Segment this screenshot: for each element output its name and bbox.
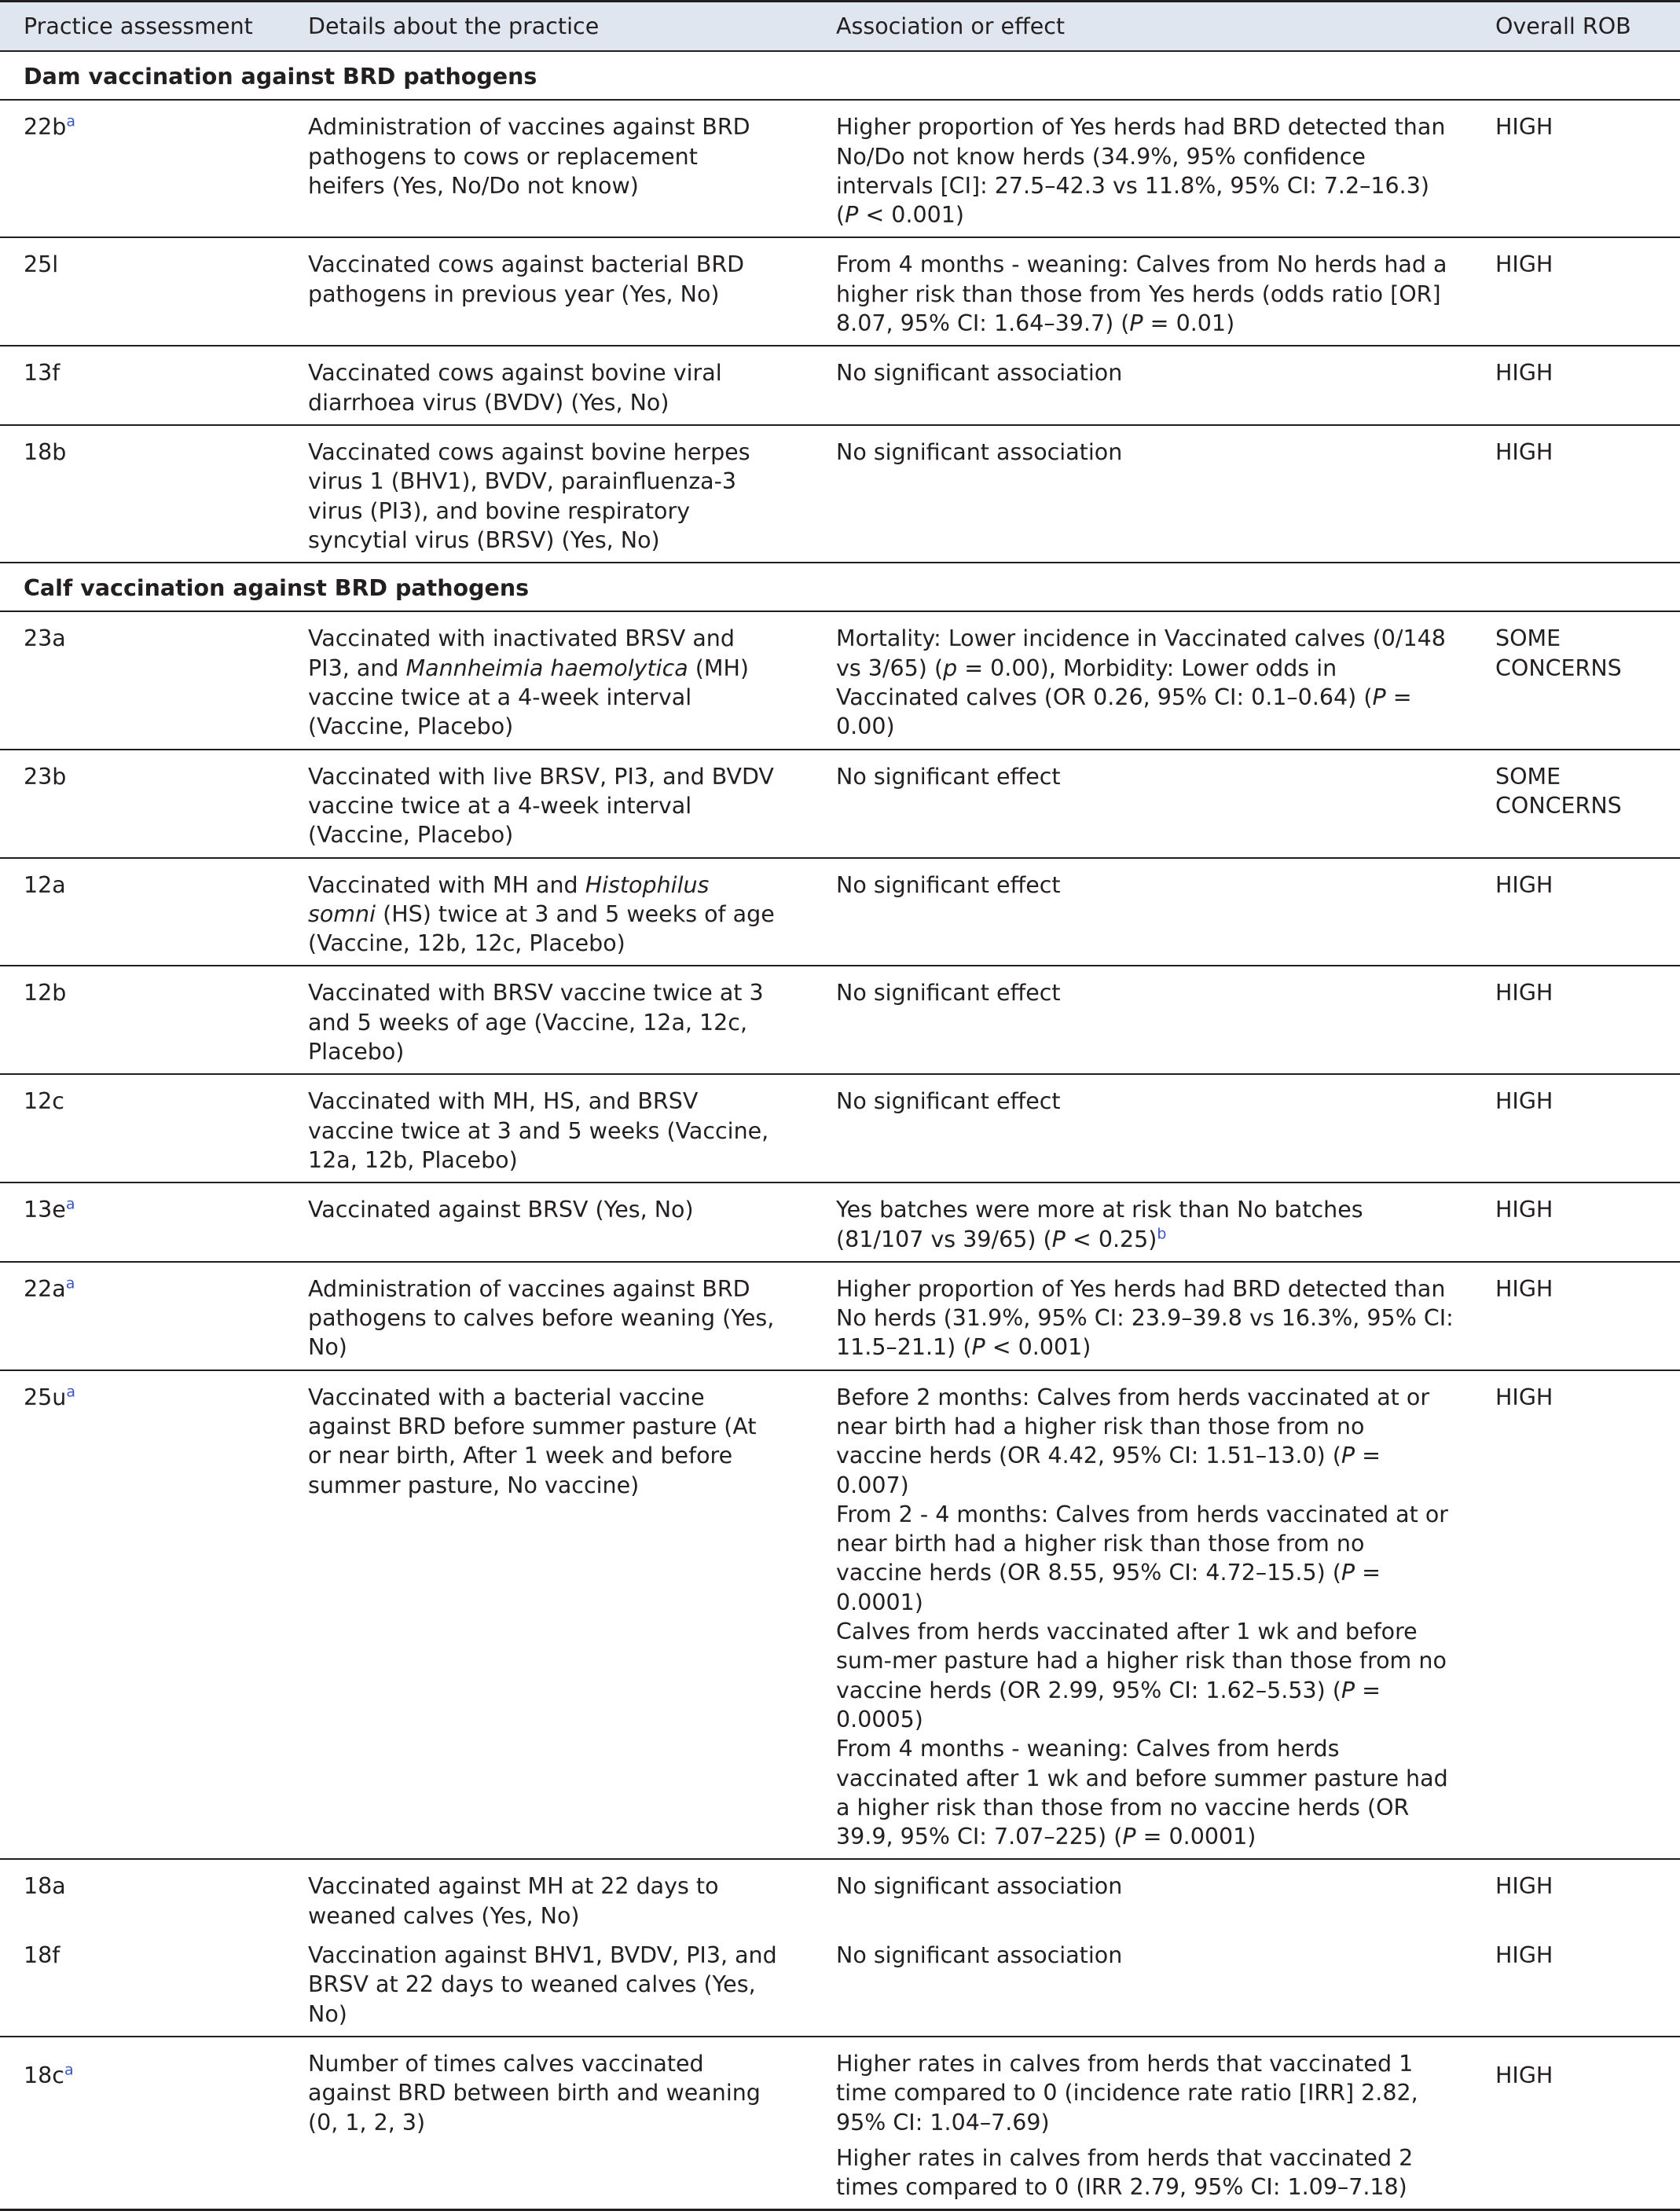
header-overall-rob: Overall ROB <box>1472 2 1680 52</box>
effect-text: From 4 months - weaning: Calves from No herds had a higher risk than those from Yes herds (odds ratio [OR] 8.07, 95% CI: 1.64–39.7) ( <box>836 251 1447 337</box>
practice-id-text: 18c <box>24 2062 64 2088</box>
association-effect: No significant effect <box>812 750 1472 858</box>
practice-id-text: 22a <box>24 1275 66 1302</box>
table-row <box>0 1370 1680 1860</box>
effect-text: Higher proportion of Yes herds had BRD detected than No/Do not know herds (34.9%, 95% confidence intervals [CI]: 27.5–42.3 vs 11.8%, 95% CI: 7.2–16.3) ( <box>836 114 1446 229</box>
table-row <box>0 1859 1680 1934</box>
footnote-a-marker: a <box>65 1195 75 1213</box>
effect-text: Calves from herds vaccinated after 1 wk and before sum-mer pasture had a higher risk than those from no vaccine herds (OR 2.99, 95% CI: 1.62–5.53) ( <box>836 1619 1447 1703</box>
effect-text: = 0.00), Morbidity: Lower odds in Vaccinated calves (OR 0.26, 95% CI: 0.1–0.64) ( <box>836 654 1373 711</box>
practice-id <box>0 1370 284 1860</box>
table-header-row <box>0 2 1680 52</box>
section-row-calf <box>0 563 1680 611</box>
association-effect <box>812 1370 1472 1860</box>
footnote-a-marker: a <box>64 2061 74 2079</box>
practice-id <box>0 2037 284 2210</box>
footnote-b-marker: b <box>1157 1225 1167 1242</box>
p-symbol: P <box>971 1334 985 1361</box>
p-symbol: P <box>1341 1443 1355 1469</box>
effect-text: = 0.01) <box>1143 310 1235 337</box>
association-effect <box>812 237 1472 346</box>
practice-id: 12c <box>0 1074 284 1182</box>
table-row <box>0 1262 1680 1370</box>
practice-details: Vaccination against BHV1, BVDV, PI3, and BRSV at 22 days to weaned calves (Yes, No) <box>284 1934 812 2037</box>
footnote-a-marker: a <box>66 1383 75 1401</box>
practice-id <box>0 1182 284 1262</box>
p-symbol: P <box>1122 1824 1136 1850</box>
association-effect: No significant association <box>812 346 1472 425</box>
practice-id: 25l <box>0 237 284 346</box>
practice-details: Vaccinated cows against bovine viral diarrhoea virus (BVDV) (Yes, No) <box>284 346 812 425</box>
p-symbol: P <box>1051 1226 1066 1252</box>
details-text: Vaccinated with MH and <box>308 871 585 898</box>
practice-details: Vaccinated with a bacterial vaccine against BRD before summer pasture (At or near birth, After 1 week and before summer pasture, No vaccine) <box>284 1370 812 1860</box>
effect-paragraph <box>836 1383 1456 1500</box>
overall-rob: SOME CONCERNS <box>1472 750 1680 858</box>
p-symbol: P <box>1129 310 1143 337</box>
effect-text: = 0.0001) <box>1135 1824 1256 1850</box>
practice-details: Number of times calves vaccinated against BRD between birth and weaning (0, 1, 2, 3) <box>284 2037 812 2210</box>
association-effect: No significant effect <box>812 1074 1472 1182</box>
practice-id: 18b <box>0 425 284 563</box>
practice-id-text: 13e <box>24 1197 66 1223</box>
species-name: Mannheimia haemolytica <box>405 654 688 681</box>
details-text: (MH) vaccine twice at a 4-week interval (Vaccine, Placebo) <box>308 654 750 740</box>
association-effect <box>812 1182 1472 1262</box>
header-association-effect: Association or effect <box>812 2 1472 52</box>
effect-paragraph <box>836 1500 1456 1617</box>
overall-rob: HIGH <box>1495 1873 1553 1900</box>
practice-id: 13f <box>0 346 284 425</box>
practice-id: 23b <box>0 750 284 858</box>
practice-details: Vaccinated with live BRSV, PI3, and BVDV vaccine twice at a 4-week interval (Vaccine, Placebo) <box>284 750 812 858</box>
header-practice-assessment: Practice assessment <box>0 2 284 52</box>
effect-paragraph: Higher rates in calves from herds that vaccinated 1 time compared to 0 (incidence rate ratio [IRR] 2.82, 95% CI: 1.04–7.69) <box>836 2050 1418 2136</box>
effect-text: Yes batches were more at risk than No batches (81/107 vs 39/65) ( <box>836 1197 1363 1252</box>
practice-details <box>284 858 812 966</box>
overall-rob: HIGH <box>1472 1262 1680 1370</box>
association-effect: No significant effect <box>812 966 1472 1074</box>
association-effect <box>812 1262 1472 1370</box>
overall-rob: HIGH <box>1472 966 1680 1074</box>
table-row <box>0 237 1680 346</box>
association-effect: No significant association <box>812 425 1472 563</box>
effect-paragraph <box>836 1734 1456 1851</box>
overall-rob: HIGH <box>1472 858 1680 966</box>
p-symbol: p <box>943 654 958 681</box>
table-row <box>0 425 1680 563</box>
practice-id: 12b <box>0 966 284 1074</box>
association-effect: No significant effect <box>812 858 1472 966</box>
effect-text: < 0.001) <box>985 1334 1091 1361</box>
details-text: (HS) twice at 3 and 5 weeks of age (Vaccine, 12b, 12c, Placebo) <box>308 900 775 957</box>
association-effect: No significant association <box>836 1873 1123 1900</box>
overall-rob: HIGH <box>1472 425 1680 563</box>
effect-text: Before 2 months: Calves from herds vaccinated at or near birth had a higher risk than those from no vaccine herds (OR 4.42, 95% CI: 1.51–13.0) ( <box>836 1384 1430 1469</box>
practice-details: Administration of vaccines against BRD pathogens to calves before weaning (Yes, No) <box>284 1262 812 1370</box>
effect-text: From 2 - 4 months: Calves from herds vaccinated at or near birth had a higher risk than those from no vaccine herds (OR 8.55, 95% CI: 4.72–15.5) ( <box>836 1501 1449 1586</box>
practice-id: 18a <box>24 1873 66 1900</box>
practice-details: Administration of vaccines against BRD pathogens to cows or replacement heifers (Yes, No/Do not know) <box>284 100 812 237</box>
practice-id: 23a <box>0 611 284 749</box>
overall-rob: HIGH <box>1472 346 1680 425</box>
effect-text: Mortality: Lower incidence in Vaccinated calves (0/148 vs 3/65) ( <box>836 625 1446 681</box>
effect-text: = 0.0005) <box>836 1677 1381 1732</box>
table-row <box>0 1934 1680 2037</box>
association-effect <box>812 100 1472 237</box>
section-row-dam <box>0 51 1680 100</box>
effect-text: From 4 months - weaning: Calves from herds vaccinated after 1 wk and before summer pasture had a higher risk than those from no vaccine herds (OR 39.9, 95% CI: 7.07–225) ( <box>836 1736 1448 1850</box>
practice-details <box>284 611 812 749</box>
p-symbol: P <box>1341 1677 1355 1703</box>
p-symbol: P <box>1372 684 1386 711</box>
practice-details: Vaccinated cows against bovine herpes virus 1 (BHV1), BVDV, parainfluenza-3 virus (PI3), and bovine respiratory syncytial virus (BRSV) (Yes, No) <box>284 425 812 563</box>
table-row <box>0 611 1680 749</box>
effect-text: = 0.007) <box>836 1443 1381 1498</box>
practice-id <box>0 100 284 237</box>
effect-paragraph <box>836 1617 1456 1734</box>
table-row <box>0 750 1680 858</box>
header-details: Details about the practice <box>284 2 812 52</box>
overall-rob: HIGH <box>1472 1074 1680 1182</box>
species-name: Histophilus somni <box>308 871 710 927</box>
overall-rob: HIGH <box>1472 1370 1680 1860</box>
association-effect: No significant association <box>812 1934 1472 2037</box>
practice-details: Vaccinated with BRSV vaccine twice at 3 and 5 weeks of age (Vaccine, 12a, 12c, Placebo) <box>284 966 812 1074</box>
footnote-a-marker: a <box>66 112 76 130</box>
practice-details: Vaccinated against MH at 22 days to weaned calves (Yes, No) <box>308 1873 719 1929</box>
effect-text: < 0.001) <box>858 202 965 229</box>
table-row <box>0 966 1680 1074</box>
p-symbol: P <box>845 202 859 229</box>
table-row <box>0 858 1680 966</box>
overall-rob: HIGH <box>1472 1934 1680 2037</box>
practice-id: 12a <box>0 858 284 966</box>
practice-id <box>0 1262 284 1370</box>
effect-text: = 0.0001) <box>836 1560 1381 1615</box>
practice-details: Vaccinated cows against bacterial BRD pathogens in previous year (Yes, No) <box>284 237 812 346</box>
footnote-a-marker: a <box>65 1274 75 1292</box>
practice-details: Vaccinated against BRSV (Yes, No) <box>284 1182 812 1262</box>
overall-rob: HIGH <box>1472 237 1680 346</box>
association-effect <box>812 611 1472 749</box>
effect-text: Higher proportion of Yes herds had BRD detected than No herds (31.9%, 95% CI: 23.9–39.8 vs 16.3%, 95% CI: 11.5–21.1) ( <box>836 1275 1454 1361</box>
details-text: Vaccinated with inactivated BRSV and PI3, and <box>308 625 735 681</box>
table-row <box>0 2037 1680 2210</box>
section-title-calf: Calf vaccination against BRD pathogens <box>0 563 1680 611</box>
overall-rob: HIGH <box>1472 1182 1680 1262</box>
overall-rob: HIGH <box>1472 100 1680 237</box>
practice-details: Vaccinated with MH, HS, and BRSV vaccine twice at 3 and 5 weeks (Vaccine, 12a, 12b, Placebo) <box>284 1074 812 1182</box>
practice-id-text: 25u <box>24 1384 67 1410</box>
table-row <box>0 1182 1680 1262</box>
overall-rob: SOME CONCERNS <box>1472 611 1680 749</box>
overall-rob: HIGH <box>1472 2037 1680 2210</box>
effect-text: < 0.25) <box>1065 1226 1157 1252</box>
table-row <box>0 100 1680 237</box>
practice-id: 18f <box>0 1934 284 2037</box>
section-title-dam: Dam vaccination against BRD pathogens <box>0 51 1680 100</box>
association-effect <box>812 2037 1472 2210</box>
practice-id-text: 22b <box>24 114 67 141</box>
table-row <box>0 346 1680 425</box>
effect-text: = 0.00) <box>836 684 1412 740</box>
p-symbol: P <box>1341 1560 1355 1586</box>
table-row <box>0 1074 1680 1182</box>
effect-paragraph: Higher rates in calves from herds that vaccinated 2 times compared to 0 (IRR 2.79, 95% CI: 1.09–7.18) <box>836 2144 1414 2201</box>
